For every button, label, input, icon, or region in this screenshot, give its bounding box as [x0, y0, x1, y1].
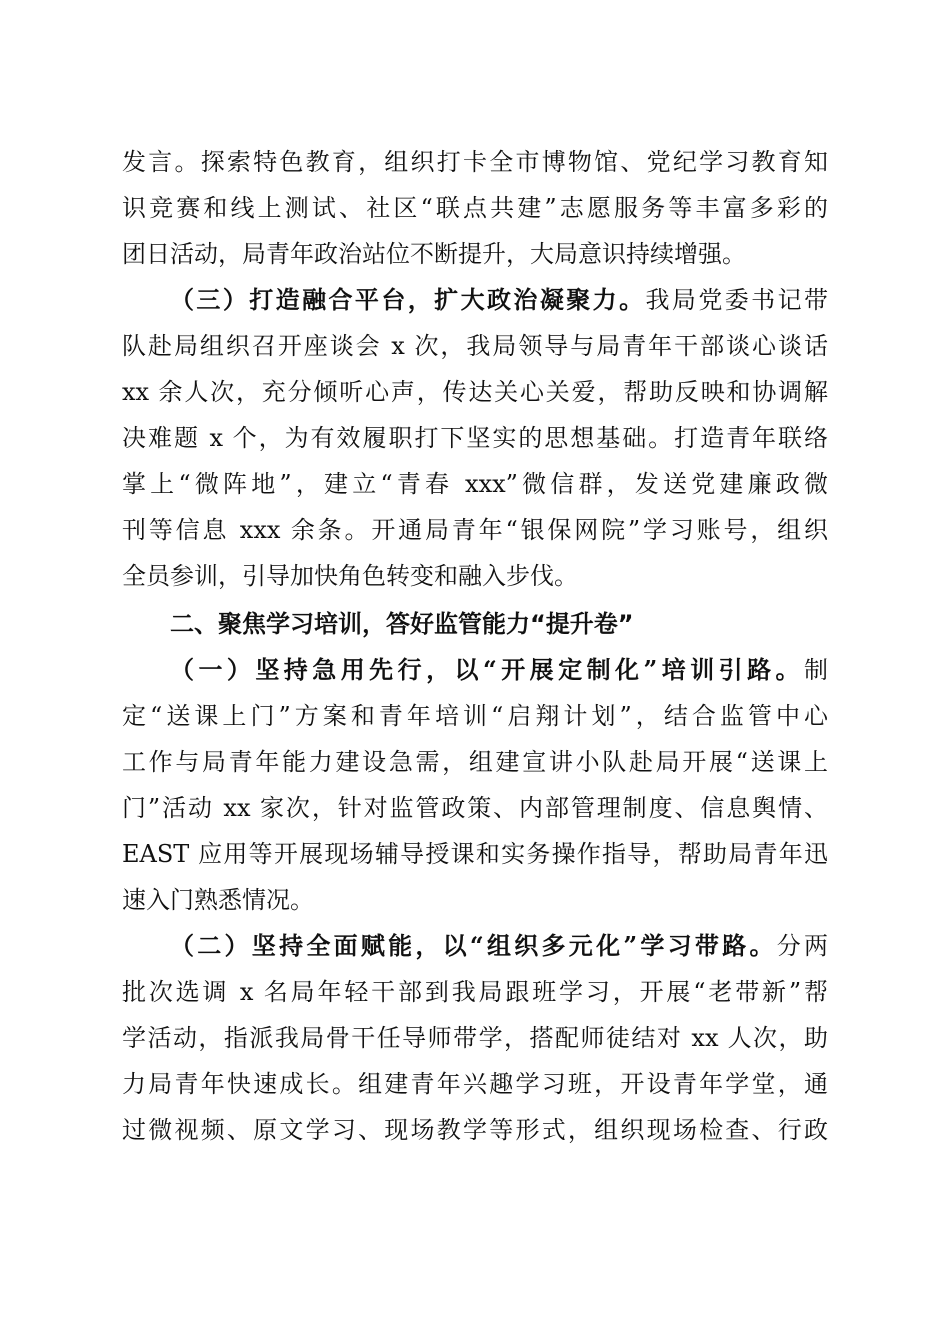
- paragraph-4-line-1-rest: 分两: [776, 932, 829, 960]
- paragraph-4-line-2: 批次选调 x 名局年轻干部到我局跟班学习，开展“老带新”帮: [122, 978, 828, 1006]
- paragraph-2-line-2: 队赴局组织召开座谈会 x 次，我局领导与局青年干部谈心谈话: [122, 332, 828, 360]
- paragraph-4-line-5: 过微视频、原文学习、现场教学等形式，组织现场检查、行政: [122, 1116, 828, 1144]
- paragraph-3-line-6: 速入门熟悉情况。: [122, 886, 314, 914]
- paragraph-2-line-1-rest: 我局党委书记带: [645, 286, 828, 314]
- paragraph-2-line-1: [170, 278, 828, 322]
- paragraph-2-line-3: xx 余人次，充分倾听心声，传达关心关爱，帮助反映和协调解: [122, 378, 828, 406]
- paragraph-3-line-3: 工作与局青年能力建设急需，组建宣讲小队赴局开展“送课上: [122, 748, 828, 776]
- section-heading-2: 二、聚焦学习培训，答好监管能力“提升卷”: [170, 610, 634, 638]
- paragraph-4-lead: （二）坚持全面赋能，以“组织多元化”学习带路。: [170, 931, 777, 960]
- paragraph-1-line-1: 发言。探索特色教育，组织打卡全市博物馆、党纪学习教育知: [122, 148, 828, 176]
- paragraph-4-line-1: [170, 924, 828, 968]
- paragraph-3-line-1: [170, 648, 828, 692]
- paragraph-2-line-5: 掌上“微阵地”，建立“青春 xxx”微信群，发送党建廉政微: [122, 470, 828, 498]
- paragraph-3-lead: （一）坚持急用先行，以“开展定制化”培训引路。: [170, 655, 804, 684]
- paragraph-1-line-2: 识竞赛和线上测试、社区“联点共建”志愿服务等丰富多彩的: [122, 194, 828, 222]
- paragraph-2-line-6: 刊等信息 xxx 余条。开通局青年“银保网院”学习账号，组织: [122, 516, 828, 544]
- paragraph-2-lead: （三）打造融合平台，扩大政治凝聚力。: [170, 285, 646, 314]
- paragraph-3-line-4: 门”活动 xx 家次，针对监管政策、内部管理制度、信息舆情、: [122, 794, 828, 822]
- paragraph-3-line-5: EAST 应用等开展现场辅导授课和实务操作指导，帮助局青年迅: [122, 840, 828, 868]
- paragraph-2-line-7: 全员参训，引导加快角色转变和融入步伐。: [122, 562, 578, 590]
- paragraph-1-line-3: 团日活动，局青年政治站位不断提升，大局意识持续增强。: [122, 240, 746, 268]
- paragraph-2-line-4: 决难题 x 个，为有效履职打下坚实的思想基础。打造青年联络: [122, 424, 828, 452]
- paragraph-3-line-1-rest: 制: [804, 656, 828, 684]
- paragraph-3-line-2: 定“送课上门”方案和青年培训“启翔计划”，结合监管中心: [122, 702, 828, 730]
- paragraph-4-line-3: 学活动，指派我局骨干任导师带学，搭配师徒结对 xx 人次，助: [122, 1024, 828, 1052]
- paragraph-4-line-4: 力局青年快速成长。组建青年兴趣学习班，开设青年学堂，通: [122, 1070, 828, 1098]
